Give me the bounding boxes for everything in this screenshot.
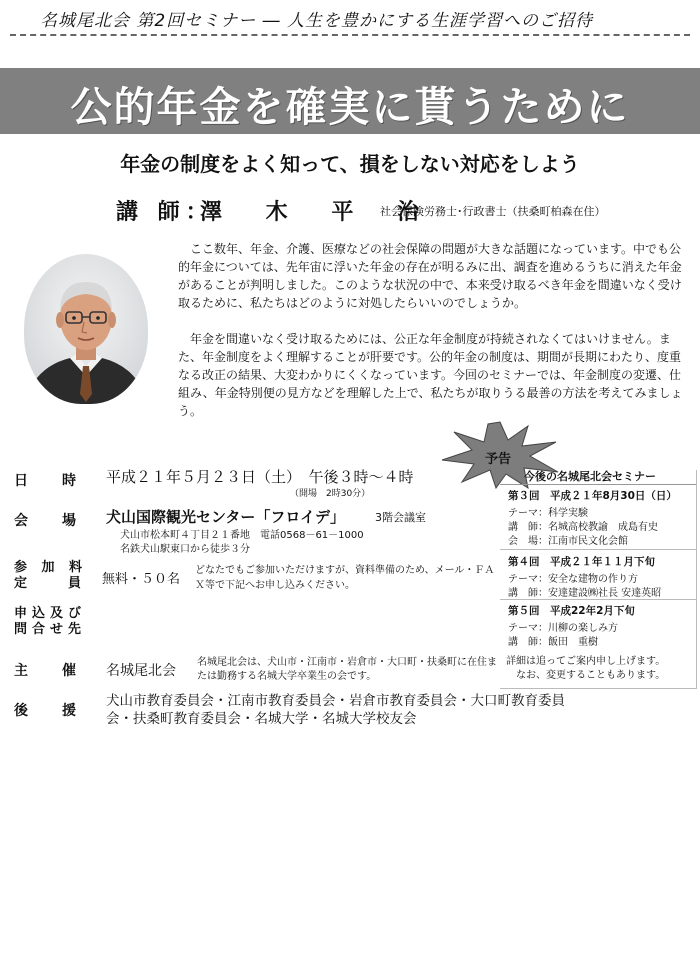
divider [500, 549, 696, 550]
preview-badge: 予告 [485, 452, 512, 467]
fee-label-line: 参 加 料 [14, 560, 88, 575]
venue-address: 犬山市松本町４丁目２１番地 電話0568－61－1000 [120, 530, 364, 541]
lecturer-title: 社会保険労務士･行政書士（扶桑町柏森在住） [380, 205, 606, 218]
upcoming-note [506, 655, 665, 683]
fee-capacity-label [14, 560, 94, 592]
upcoming-note-line: なお、変更することもあります。 [516, 670, 666, 681]
host-label: 主 催 [14, 663, 78, 679]
inquiry-label-line: 問合せ先 [14, 622, 87, 637]
support-label: 後 援 [14, 703, 78, 719]
lecturer-label: 講 師： [116, 200, 214, 225]
header-divider [10, 34, 690, 42]
venue-label: 会 場 [14, 513, 78, 529]
capacity-label-line: 定 員 [14, 576, 87, 591]
divider [500, 484, 696, 485]
fee-value: 無料・５０名 [102, 572, 181, 587]
upcoming-seminars-title: 今後の名城尾北会セミナー [524, 470, 656, 483]
host-value: 名城尾北会 [106, 663, 176, 679]
seminar-header: 第４回 平成２１年１１月下旬 [508, 556, 655, 568]
door-open-note: （開場 2時30分） [290, 489, 371, 499]
venue-access: 名鉄犬山駅東口から徒歩３分 [120, 544, 250, 555]
seminar-header: 第３回 平成２１年8月30日（日） [508, 490, 677, 502]
support-value: 犬山市教育委員会・江南市教育委員会・岩倉市教育委員会・大口町教育委員会・扶桑町教育委員会・名城大学・名城大学校友会 [106, 693, 565, 727]
apply-label-line: 申込及び [14, 606, 87, 621]
lecturer-photo [24, 254, 148, 404]
date-label: 日 時 [14, 473, 78, 489]
venue-room: 3階会議室 [375, 511, 426, 524]
header-line: 名城尾北会 第2回セミナー ― 人生を豊かにする生涯学習へのご招待 [40, 11, 594, 31]
upcoming-note-line: 詳細は追ってご案内申し上げます。 [506, 656, 666, 667]
seminar-header: 第５回 平成22年2月下旬 [508, 605, 635, 617]
intro-paragraph: ここ数年、年金、介護、医療などの社会保障の問題が大きな話題になっています。中でも公的年金については、先年宙に浮いた年金の存在が明るみに出、調査を進めるうちに消えた年金があることが判明しました。このような状況の中で、本来受け取るべき年金を間違いなく受け取るために、私たちはどのように対処したらいいのでしょうか。 [178, 242, 682, 310]
host-note: 名城尾北会は、犬山市・江南市・岩倉市・大口町・扶桑町に在住または勤務する名城大学卒業生の会です。 [197, 657, 497, 682]
page-subtitle: 年金の制度をよく知って、損をしない対応をしよう [120, 152, 580, 176]
lecturer-name: 澤 木 平 治 [200, 200, 437, 225]
intro-paragraph: 年金を間違いなく受け取るためには、公正な年金制度が持続されなくてはいけません。また、年金制度をよく理解することが肝要です。公的年金の制度は、期間が長期にわたり、度重なる改正の結果、大変わかりにくくなっています。今回のセミナーでは、年金制度の変遷、仕組み、年金特別便の見方などを理解した上で、私たちが取りうる最善の方法を考えてみましょう。 [178, 332, 683, 418]
page-title: 公的年金を確実に貰うために [70, 83, 630, 131]
apply-label [14, 606, 94, 638]
seminar-line: 講 師：飯田 重樹 [508, 637, 598, 648]
fee-note: どなたでもご参加いただけますが、資料準備のため、メール・ＦＡＸ等で下記へお申し込みください。 [195, 565, 495, 591]
divider [500, 599, 696, 600]
seminar-line: 講 師：安達建設㈱社長 安達英昭 [508, 588, 662, 599]
venue-name: 犬山国際観光センター「フロイデ」 [106, 508, 345, 526]
seminar-line: テーマ：安全な建物の作り方 [508, 574, 638, 585]
seminar-line: テーマ：川柳の楽しみ方 [508, 623, 618, 634]
seminar-line: 会 場：江南市民文化会館 [508, 536, 628, 547]
seminar-line: 講 師：名城高校教諭 成島有史 [508, 522, 658, 533]
date-value: 平成２１年５月２３日（土） 午後３時～４時 [106, 468, 414, 486]
seminar-line: テーマ：科学実験 [508, 508, 588, 519]
